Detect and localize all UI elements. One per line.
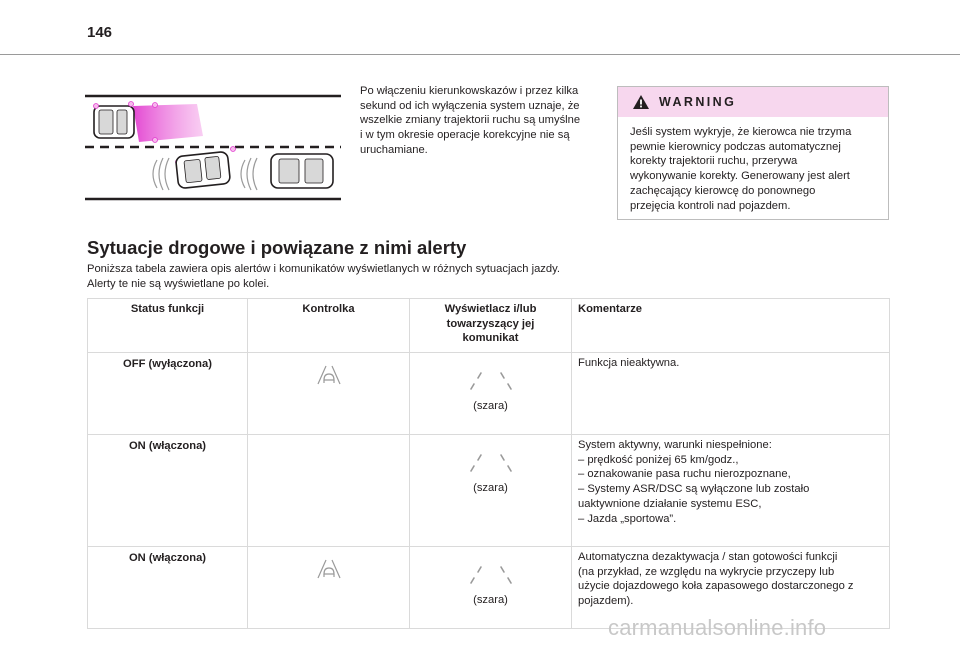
intro-line: Po włączeniu kierunkowskazów i przez kilka: [360, 85, 579, 97]
intro-line: i w tym okresie operacje korekcyjne nie są: [360, 129, 570, 142]
intro-paragraph: [360, 84, 605, 158]
status-cell: OFF (wyłączona): [88, 353, 248, 435]
status-cell: ON (włączona): [88, 435, 248, 547]
display-label: (szara): [473, 481, 508, 494]
comment-cell: [572, 353, 890, 435]
header-display-line: Wyświetlacz i/lub: [444, 303, 537, 315]
alerts-table: [87, 298, 890, 629]
top-divider: [0, 54, 960, 55]
comment-cell: [572, 435, 890, 547]
indicator-cell: [248, 435, 410, 547]
table-header-row: [88, 299, 890, 353]
warning-triangle-icon: [632, 94, 650, 110]
section-intro: [87, 262, 647, 291]
trajectory-highlight: [133, 104, 203, 142]
warning-line: wykonywanie korekty. Generowany jest alert: [630, 170, 850, 183]
lane-keeping-icon: [315, 557, 343, 579]
warning-header: [618, 87, 888, 117]
comment-line: uaktywnione działanie systemu ESC,: [578, 497, 762, 510]
lane-correction-illustration: [85, 92, 341, 202]
lane-markings-icon: [463, 561, 519, 585]
table-row: [88, 353, 890, 435]
lane-keeping-icon: [315, 363, 343, 385]
intro-line: sekund od ich wyłączenia system uznaje, że: [360, 99, 580, 112]
warning-line: Jeśli system wykryje, że kierowca nie trzyma: [630, 126, 852, 138]
car-ahead: [271, 154, 333, 188]
warning-line: przejęcia kontroli nad pojazdem.: [630, 199, 791, 212]
header-display: [410, 299, 572, 353]
intro-line: uruchamiane.: [360, 143, 428, 156]
warning-line: zachęcający kierowcę do ponownego: [630, 184, 816, 197]
display-cell: [410, 353, 572, 435]
indicator-cell: [248, 353, 410, 435]
comment-line: System aktywny, warunki niespełnione:: [578, 439, 772, 451]
intro-line: wszelkie zmiany trajektorii ruchu są umyślne: [360, 114, 581, 127]
header-indicator: Kontrolka: [248, 299, 410, 353]
indicator-cell: [248, 547, 410, 629]
display-cell: [410, 435, 572, 547]
comment-line: pojazdem).: [578, 595, 634, 608]
header-display-line: komunikat: [462, 332, 519, 345]
comment-line: (na przykład, ze względu na wykrycie przyczepy lub: [578, 565, 835, 578]
watermark: carmanualsonline.info: [608, 615, 827, 640]
warning-line: pewnie kierownicy podczas automatycznej: [630, 140, 841, 153]
warning-line: korekty trajektorii ruchu, przerywa: [630, 155, 798, 168]
section-title: Sytuacje drogowe i powiązane z nimi alerty: [87, 237, 467, 258]
comment-line: – prędkość poniżej 65 km/godz.,: [578, 453, 739, 466]
display-label: (szara): [473, 593, 508, 606]
header-status: Status funkcji: [88, 299, 248, 353]
comment-line: Funkcja nieaktywna.: [578, 357, 680, 369]
display-cell: [410, 547, 572, 629]
display-label: (szara): [473, 399, 508, 412]
comment-line: użycie dojazdowego koła zapasowego dostarczonego z: [578, 580, 854, 593]
table-row: [88, 435, 890, 547]
comment-line: Automatyczna dezaktywacja / stan gotowości funkcji: [578, 551, 838, 563]
comment-line: – Jazda „sportowa”.: [578, 512, 677, 525]
car-drifting: [94, 106, 134, 138]
comment-line: – oznakowanie pasa ruchu nierozpoznane,: [578, 468, 791, 481]
header-comment: Komentarze: [572, 299, 890, 353]
section-intro-line: Alerty te nie są wyświetlane po kolei.: [87, 277, 270, 290]
comment-line: – Systemy ASR/DSC są wyłączone lub zostało: [578, 483, 810, 496]
page-number: 146: [87, 24, 113, 41]
warning-box: [617, 86, 889, 220]
status-cell: ON (włączona): [88, 547, 248, 629]
lane-markings-icon: [463, 449, 519, 473]
lane-markings-icon: [463, 367, 519, 391]
car-corrected: [175, 151, 230, 188]
warning-text: [618, 117, 888, 213]
warning-title: WARNING: [659, 95, 737, 109]
header-display-line: towarzyszący jej: [446, 317, 535, 330]
section-intro-line: Poniższa tabela zawiera opis alertów i komunikatów wyświetlanych w różnych sytuacjach jazdy.: [87, 263, 560, 275]
